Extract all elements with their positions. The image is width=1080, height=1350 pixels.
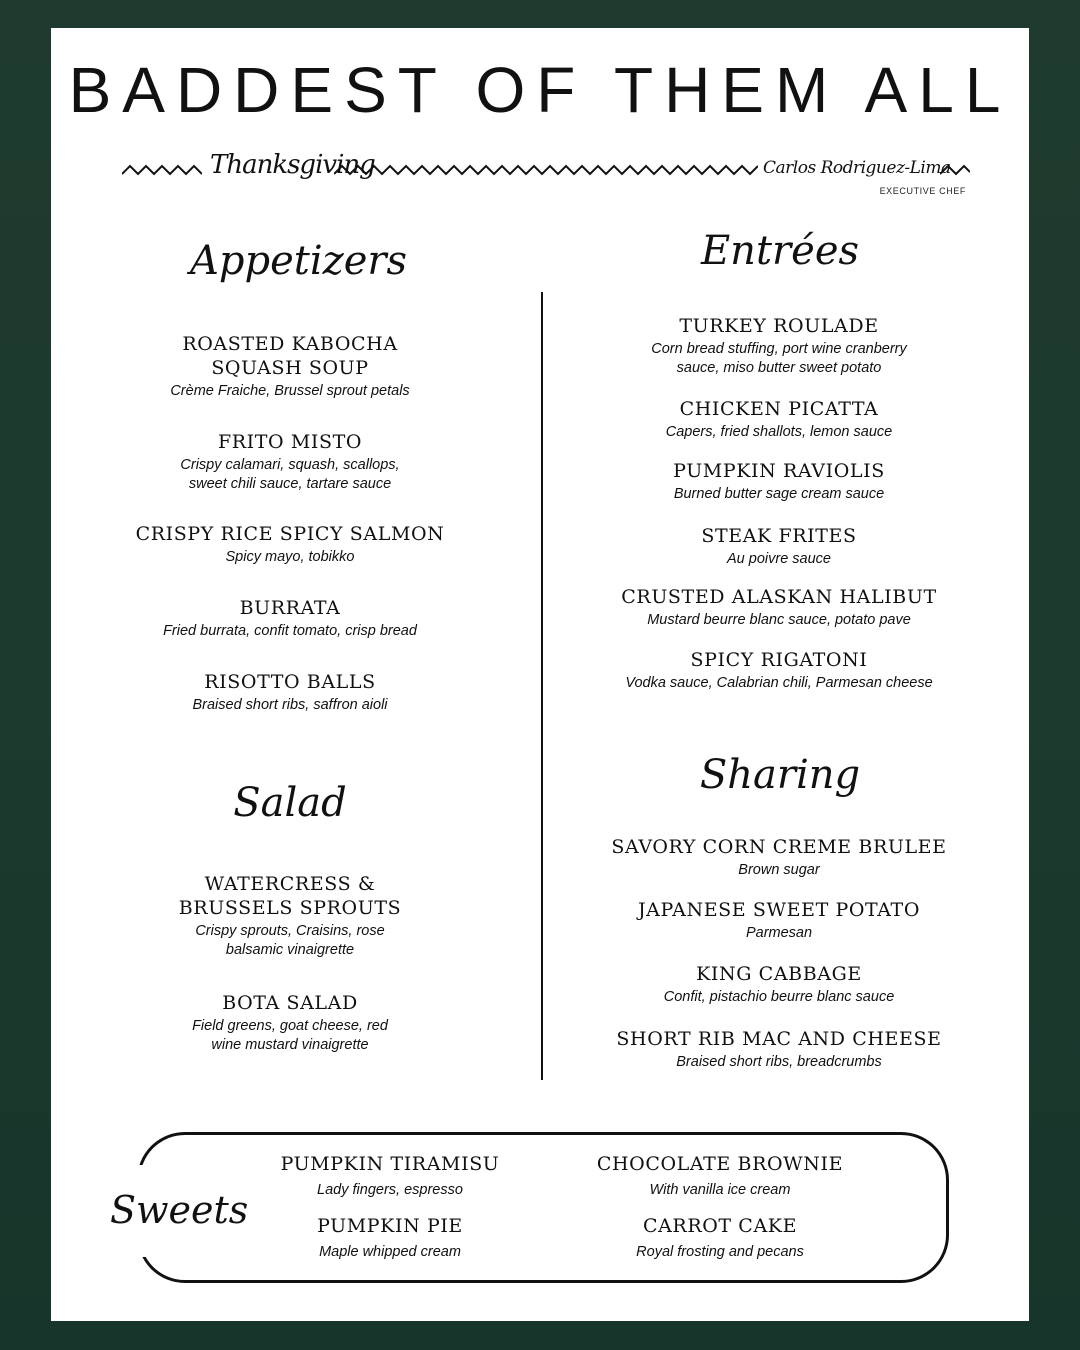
menu-item bbox=[250, 1152, 530, 1200]
chef-title: EXECUTIVE CHEF bbox=[879, 186, 966, 196]
menu-item-description: Lady fingers, espresso bbox=[317, 1182, 463, 1198]
menu-item-description: Burned butter sage cream sauce bbox=[673, 486, 885, 502]
section-heading-entrees: Entrées bbox=[700, 228, 860, 274]
menu-item-description: Royal frosting and pecans bbox=[636, 1244, 804, 1260]
menu-item-name: BOTA SALAD bbox=[222, 992, 358, 1014]
menu-item-description: Crispy calamari, squash, scallops, sweet chili sauce, tartare sauce bbox=[180, 457, 400, 492]
menu-item bbox=[130, 596, 450, 641]
menu-item bbox=[600, 648, 958, 693]
menu-item-description: Parmesan bbox=[745, 925, 813, 941]
menu-item bbox=[600, 397, 958, 442]
menu-item-name: STEAK FRITES bbox=[701, 525, 857, 547]
menu-item-name: SPICY RIGATONI bbox=[690, 649, 868, 671]
menu-item-description: Brown sugar bbox=[738, 862, 820, 878]
menu-title: BADDEST OF THEM ALL bbox=[68, 54, 1012, 126]
menu-item-name: ROASTED KABOCHA SQUASH SOUP bbox=[182, 333, 398, 379]
menu-item-name: WATERCRESS & BRUSSELS SPROUTS bbox=[178, 873, 402, 919]
menu-item-name: KING CABBAGE bbox=[696, 963, 862, 985]
menu-item bbox=[130, 430, 450, 493]
zigzag-ornament-middle bbox=[334, 160, 758, 180]
menu-item-name: TURKEY ROULADE bbox=[679, 315, 879, 337]
menu-item bbox=[580, 1152, 860, 1200]
menu-item bbox=[600, 898, 958, 943]
menu-item bbox=[600, 314, 958, 377]
menu-item bbox=[130, 991, 450, 1054]
menu-item-description: Confit, pistachio beurre blanc sauce bbox=[663, 989, 895, 1005]
occasion-label: Thanksgiving bbox=[210, 150, 375, 180]
menu-item-name: RISOTTO BALLS bbox=[204, 671, 376, 693]
menu-item-description: Spicy mayo, tobikko bbox=[225, 549, 355, 565]
section-heading-sweets: Sweets bbox=[110, 1188, 249, 1232]
menu-item bbox=[130, 670, 450, 715]
menu-item bbox=[580, 1214, 860, 1262]
menu-item-name: SAVORY CORN CREME BRULEE bbox=[611, 836, 947, 858]
menu-item bbox=[250, 1214, 530, 1262]
menu-item bbox=[600, 835, 958, 880]
menu-item-description: Crispy sprouts, Craisins, rose balsamic vinaigrette bbox=[195, 923, 385, 958]
chef-name: Carlos Rodriguez-Lima bbox=[763, 158, 951, 178]
menu-item-description: With vanilla ice cream bbox=[649, 1182, 791, 1198]
menu-item-description: Braised short ribs, breadcrumbs bbox=[676, 1054, 882, 1070]
menu-item bbox=[130, 522, 450, 567]
menu-item-name: CRUSTED ALASKAN HALIBUT bbox=[621, 586, 937, 608]
menu-item-name: BURRATA bbox=[239, 597, 341, 619]
menu-item-description: Mustard beurre blanc sauce, potato pave bbox=[647, 612, 911, 628]
menu-item bbox=[600, 524, 958, 569]
menu-item bbox=[130, 332, 450, 401]
menu-item-description: Au poivre sauce bbox=[727, 551, 831, 567]
menu-item bbox=[130, 872, 450, 959]
menu-item-name: FRITO MISTO bbox=[217, 431, 363, 453]
menu-item-name: CHOCOLATE BROWNIE bbox=[596, 1153, 844, 1175]
menu-item-description: Vodka sauce, Calabrian chili, Parmesan cheese bbox=[625, 675, 933, 691]
menu-item-name: CARROT CAKE bbox=[642, 1215, 798, 1237]
menu-item-description: Corn bread stuffing, port wine cranberry sauce, miso butter sweet potato bbox=[651, 341, 907, 376]
menu-item-name: PUMPKIN TIRAMISU bbox=[280, 1153, 500, 1175]
menu-item-name: CHICKEN PICATTA bbox=[679, 398, 879, 420]
menu-item bbox=[600, 585, 958, 630]
column-divider bbox=[541, 292, 543, 1080]
menu-item-description: Crème Fraiche, Brussel sprout petals bbox=[170, 383, 410, 399]
menu-item-description: Field greens, goat cheese, red wine mustard vinaigrette bbox=[192, 1018, 388, 1053]
section-heading-appetizers: Appetizers bbox=[190, 238, 408, 284]
section-heading-salad: Salad bbox=[233, 780, 347, 826]
menu-item-description: Braised short ribs, saffron aioli bbox=[192, 697, 388, 713]
menu-item bbox=[600, 962, 958, 1007]
zigzag-ornament-left bbox=[122, 160, 202, 180]
menu-item-name: JAPANESE SWEET POTATO bbox=[637, 899, 921, 921]
menu-item-description: Maple whipped cream bbox=[319, 1244, 461, 1260]
menu-item bbox=[600, 1027, 958, 1072]
menu-item-name: CRISPY RICE SPICY SALMON bbox=[135, 523, 445, 545]
menu-item-name: PUMPKIN PIE bbox=[317, 1215, 463, 1237]
menu-item-description: Fried burrata, confit tomato, crisp bread bbox=[163, 623, 417, 639]
menu-item-description: Capers, fried shallots, lemon sauce bbox=[665, 424, 893, 440]
menu-item bbox=[600, 459, 958, 504]
section-heading-sharing: Sharing bbox=[699, 752, 861, 798]
menu-item-name: PUMPKIN RAVIOLIS bbox=[673, 460, 885, 482]
menu-item-name: SHORT RIB MAC AND CHEESE bbox=[616, 1028, 942, 1050]
